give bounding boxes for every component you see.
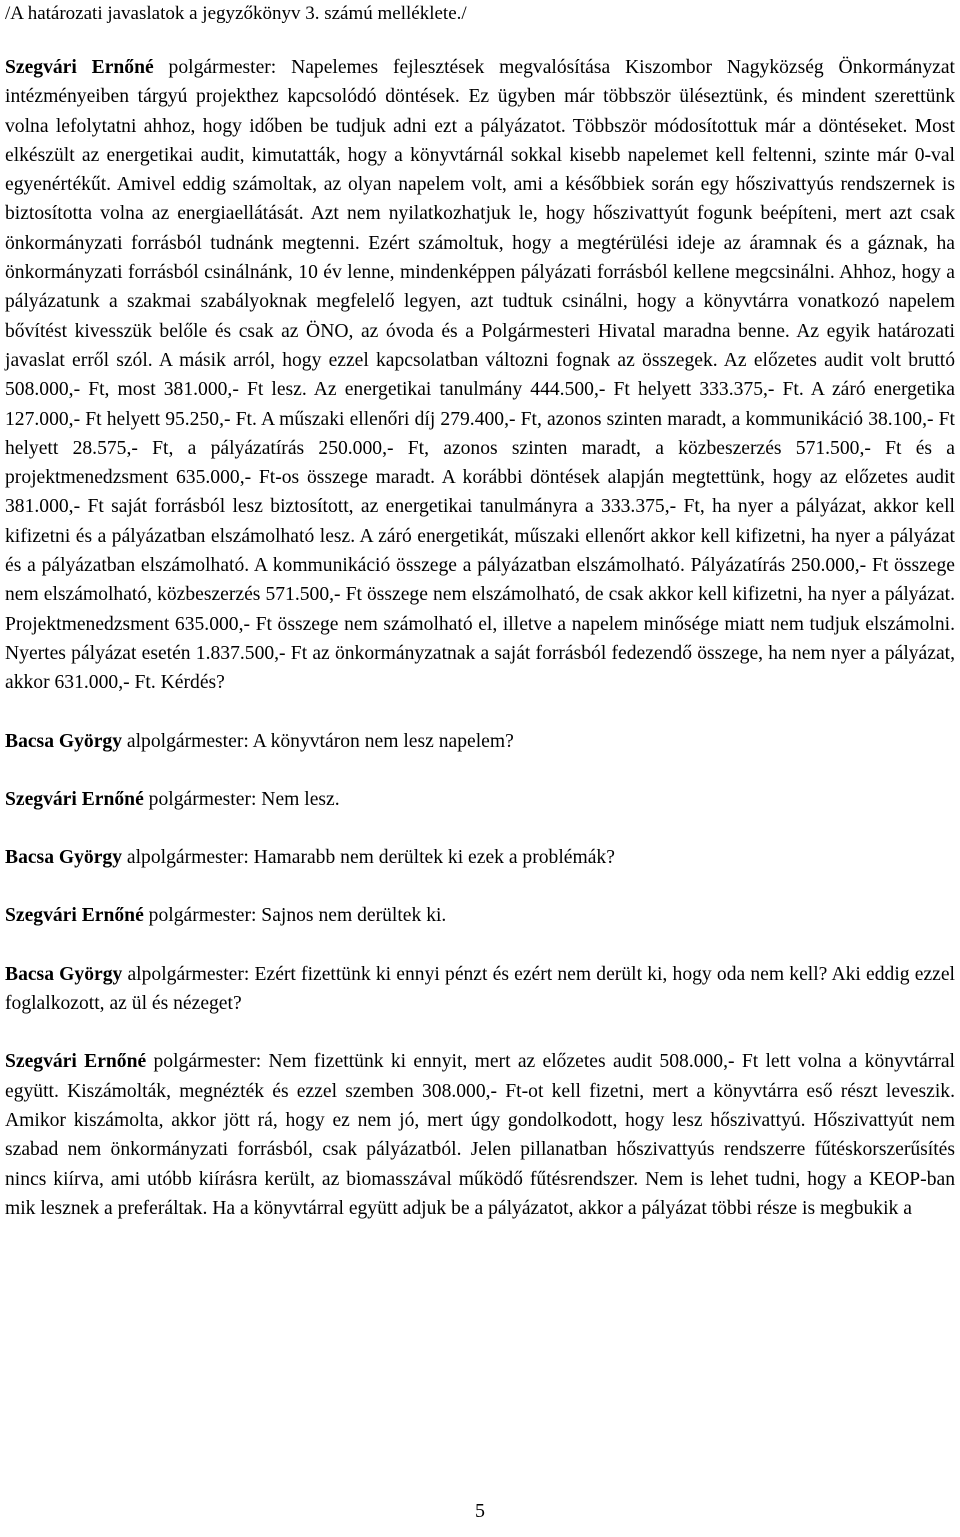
minutes-paragraph [5,785,955,814]
annex-note: /A határozati javaslatok a jegyzőkönyv 3. számú melléklete./ [5,3,467,24]
minutes-paragraph [5,53,955,698]
paragraph-text: alpolgármester: Ezért fizettünk ki ennyi pénzt és ezért nem derült ki, hogy oda nem kell? Aki eddig ezzel foglalkozott, az ül és nézeget? [5,963,955,1015]
paragraph-text: polgármester: Nem fizettünk ki ennyit, mert az előzetes audit 508.000,- Ft lett volna a könyvtárral együtt. Kiszámolták, megnézték és ezzel szemben 308.000,- Ft-ot kell fizetni, mert a könyvtárra eső részt leveszik. Amikor kiszámolta, akkor jött rá, hogy ez nem jó, mert úgy gondolkodott, hogy lesz hőszivattyú. Hőszivattyút nem szabad nem önkormányzati forrásból, csak pályázatból. Jelen pillanatban hőszivattyús rendszerre fűtéskorszerűsítés nincs kiírva, ami utóbb kiírásra került, az biomasszával működő fűtésrendszer. Nem is lehet tudni, hogy a KEOP-ban mik lesznek a preferáltak. Ha a könyvtárral együtt adjuk be a pályázatot, akkor a pályázat többi része is megbukik a [5,1051,955,1219]
speaker-name: Szegvári Ernőné [5,905,144,927]
speaker-name: Bacsa György [5,730,123,752]
minutes-paragraph [5,901,955,930]
minutes-paragraph [5,960,955,1019]
paragraph-text: alpolgármester: A könyvtáron nem lesz napelem? [122,730,514,752]
minutes-paragraph [5,843,955,872]
paragraph-text: polgármester: Sajnos nem derültek ki. [143,905,447,927]
paragraph-text: polgármester: Nem lesz. [143,788,340,810]
speaker-name: Bacsa György [5,847,123,869]
paragraph-text: alpolgármester: Hamarabb nem derültek ki ezek a problémák? [122,847,615,869]
speaker-name: Szegvári Ernőné [5,57,154,78]
speaker-name: Szegvári Ernőné [5,1051,147,1073]
minutes-paragraph [5,727,955,756]
paragraph-text: polgármester: Napelemes fejlesztések megvalósítása Kiszombor Nagyközség Önkormányzat intézményeiben tárgyú projekthez kapcsolódó döntések. Ez ügyben már többször üléseztünk, és mindent szerettünk volna lefolytatni ahhoz, hogy időben be tudjuk adni ezt a pályázatot. Többször módosítottuk már a döntéseket. Most elkészült az energetikai audit, kimutatták, hogy a könyvtárnál sokkal kisebb napelemet kell feltenni, szinte már 0-val egyenértékűt. Amivel eddig számoltak, az olyan napelem volt, ami a későbbiek során egy hőszivattyús rendszernek is biztosította volna az energiaellátását. Azt nem nyilatkozhatjuk le, hogy hőszivattyút fogunk beépíteni, mert azt csak önkormányzati forrásból tudnánk megtenni. Ezért számoltuk, hogy a megtérülési ideje az áramnak és a gáznak, ha önkormányzati forrásból csinálnánk, 10 év lenne, mindenképpen pályázati forrásból kellene megcsinálni. Ahhoz, hogy a pályázatunk a szakmai szabályoknak megfelelő legyen, azt tudtuk csinálni, hogy a könyvtárra vonatkozó napelem bővítést kivesszük belőle és csak az ÖNO, az óvoda és a Polgármesteri Hivatal maradna benne. Az egyik határozati javaslat erről szól. A másik arról, hogy ezzel kapcsolatban változni fognak az összegek. Az előzetes audit volt bruttó 508.000,- Ft, most 381.000,- Ft lesz. Az energetikai tanulmány 444.500,- Ft helyett 333.375,- Ft. A záró energetika 127.000,- Ft helyett 95.250,- Ft. A műszaki ellenőri díj 279.400,- Ft, azonos szinten maradt, a kommunikáció 38.100,- Ft helyett 28.575,- Ft, a pályázatírás 250.000,- Ft, azonos szinten maradt, a közbeszerzés 571.500,- Ft és a projektmenedzsment 635.000,- Ft-os összege maradt. A korábbi döntések alapján megtettünk, hogy az előzetes audit 381.000,- Ft saját forrásból lesz biztosított, az energetikai tanulmányra a 333.375,- Ft, ha nyer a pályázat, akkor kell kifizetni és a pályázatban elszámolható lesz. A záró energetikát, műszaki ellenőrt akkor kell kifizetni, ha nyer a pályázat és a pályázatban elszámolható. A kommunikáció összege a pályázatban elszámolható. Pályázatírás 250.000,- Ft összege nem elszámolható, közbeszerzés 571.500,- Ft összege nem elszámolható, de csak akkor kell kifizetni, ha nyer a pályázat. Projektmenedzsment 635.000,- Ft összege nem számolható el, illetve a napelem minősége miatt nem tudjuk elszámolni. Nyertes pályázat esetén 1.837.500,- Ft az önkormányzatnak a saját forrásból fedezendő összege, ha nem nyer a pályázat, akkor 631.000,- Ft. Kérdés? [5,57,955,694]
speaker-name: Szegvári Ernőné [5,788,144,810]
document-page [5,0,955,1223]
speaker-name: Bacsa György [5,963,123,985]
page-number: 5 [475,1500,485,1522]
minutes-paragraph [5,1047,955,1223]
